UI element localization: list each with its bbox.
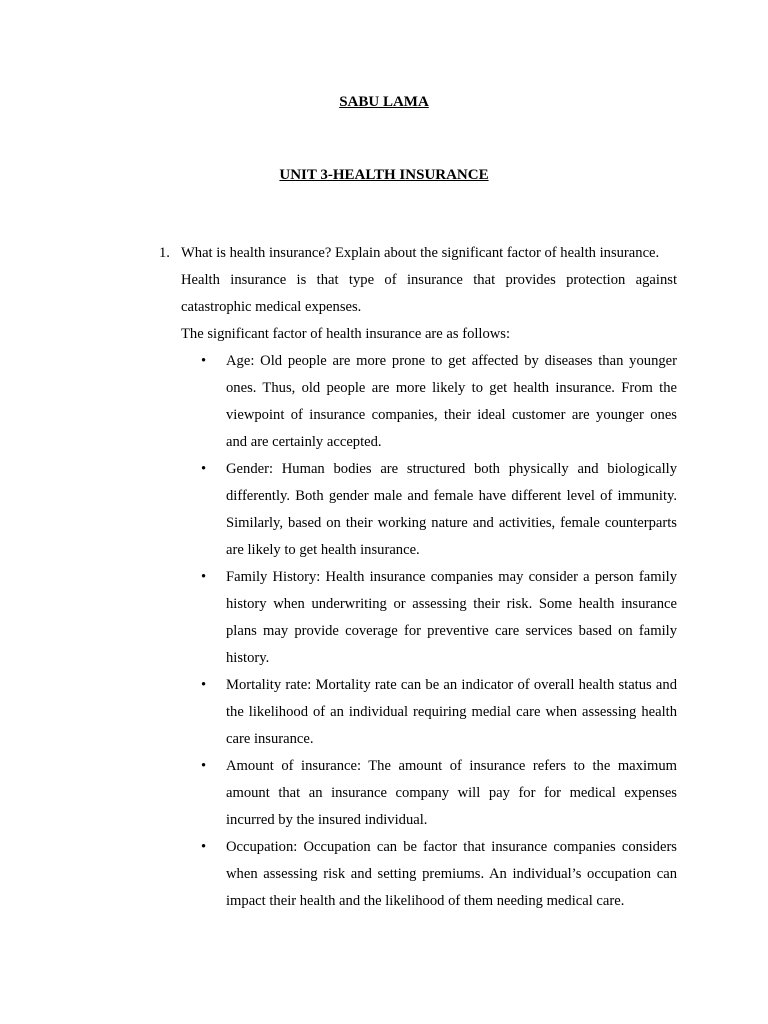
factor-item-age	[0, 348, 677, 456]
factor-item-amount-of-insurance	[0, 753, 677, 834]
factor-item-occupation	[0, 834, 677, 915]
factor-text: Gender: Human bodies are structured both physically and biologically differently. Both gender male and female have different level of immunity. Similarly, based on their working nature and activities, female counterparts are likely to get health insurance.	[226, 461, 677, 558]
factors-list	[0, 348, 768, 915]
bullet-icon: •	[201, 758, 207, 774]
factor-item-gender	[0, 456, 677, 564]
factor-text: Family History: Health insurance companies may consider a person family history when underwriting or assessing their risk. Some health insurance plans may provide coverage for preventive care services based on family history.	[226, 569, 677, 666]
unit-title: UNIT 3-HEALTH INSURANCE	[279, 167, 489, 183]
bullet-icon: •	[201, 839, 207, 855]
factor-item-mortality-rate	[0, 672, 677, 753]
author-name: SABU LAMA	[339, 94, 429, 110]
factor-item-family-history	[0, 564, 677, 672]
bullet-icon: •	[201, 353, 207, 369]
bullet-icon: •	[201, 461, 207, 477]
factor-text: Age: Old people are more prone to get affected by diseases than younger ones. Thus, old people are more likely to get health insurance. From the viewpoint of insurance companies, their ideal customer are younger ones and are certainly accepted.	[226, 353, 677, 450]
question-item	[0, 240, 677, 267]
question-number: 1.	[159, 245, 170, 261]
bullet-icon: •	[201, 569, 207, 585]
bullet-icon: •	[201, 677, 207, 693]
question-text: What is health insurance? Explain about the significant factor of health insurance.	[181, 245, 660, 261]
factors-intro: The significant factor of health insurance are as follows:	[181, 326, 511, 342]
definition-paragraph: Health insurance is that type of insurance that provides protection against catastrophic medical expenses.	[181, 272, 677, 315]
factor-text: Amount of insurance: The amount of insurance refers to the maximum amount that an insurance company will pay for for medical expenses incurred by the insured individual.	[226, 758, 677, 828]
factor-text: Mortality rate: Mortality rate can be an indicator of overall health status and the likelihood of an individual requiring medial care when assessing health care insurance.	[226, 677, 677, 747]
factor-text: Occupation: Occupation can be factor that insurance companies considers when assessing risk and setting premiums. An individual’s occupation can impact their health and the likelihood of them needing medical care.	[226, 839, 677, 909]
document-body	[0, 240, 768, 915]
